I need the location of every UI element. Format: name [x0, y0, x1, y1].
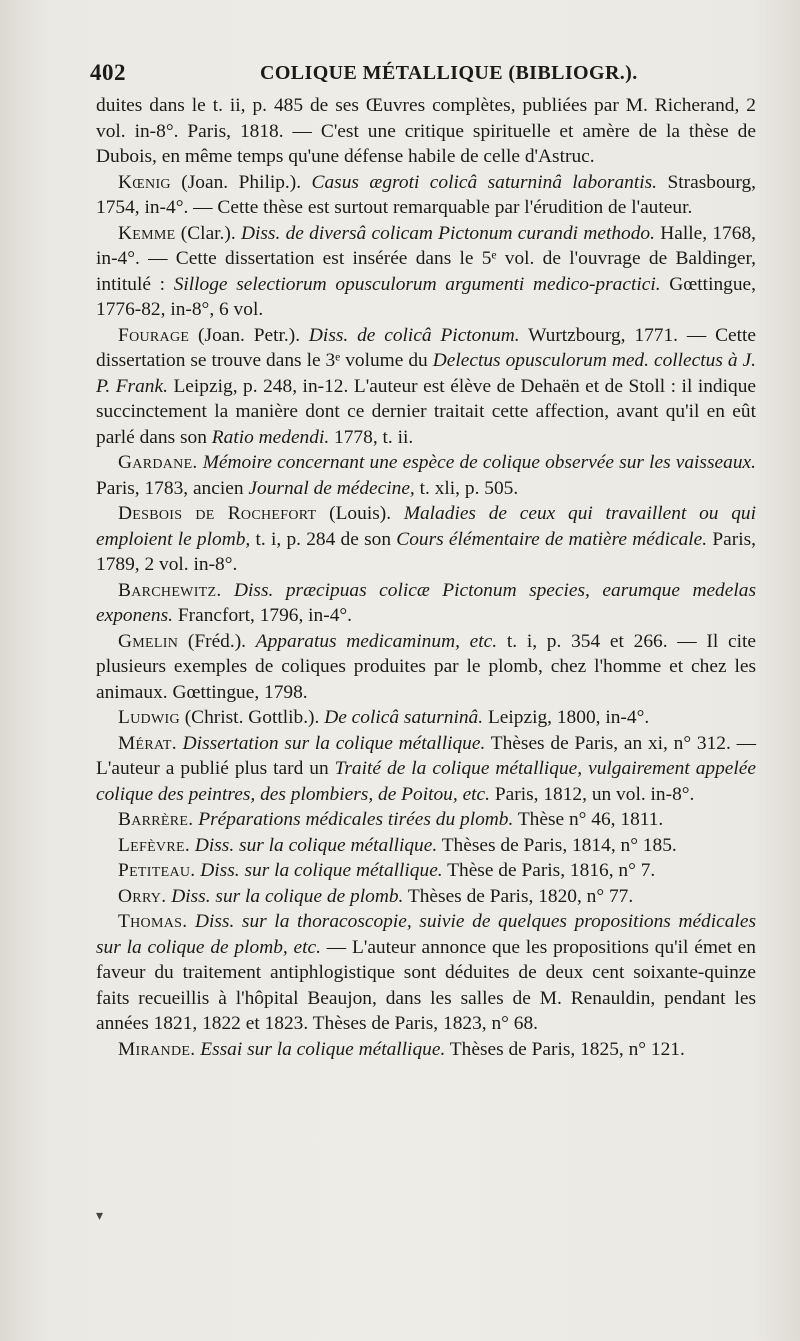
entry-title: Maladies de ceux qui travaillent ou qui emploient le plomb,: [96, 503, 756, 550]
entry-text: Thèse n° 46, 1811.: [513, 809, 664, 830]
entry-author: Gardane.: [118, 452, 198, 473]
entry-text: 1778, t. ii.: [329, 426, 414, 448]
entry-text: Thèses de Paris, an xi, n° 312. — L'auteur a publié plus tard un: [96, 732, 756, 779]
entry-text: Leipzig, 1800, in-4°.: [483, 707, 650, 728]
entry-title: Traité de la colique métallique, vulgairement appelée colique des peintres, des plombiers, de Poitou, etc.: [96, 758, 756, 805]
entry-author: Kœnig: [118, 171, 171, 193]
entry-text: [187, 911, 195, 932]
entry-title: Journal de médecine,: [248, 477, 415, 499]
entry-text: Francfort, 1796, in-4°.: [173, 605, 353, 626]
entry-title: Diss. de colicâ Pictonum.: [308, 324, 520, 346]
entry-author: Desbois de Rochefort: [118, 503, 317, 524]
bibliography-entry: [96, 807, 756, 833]
entry-title: Cours élémentaire de matière médicale.: [396, 528, 708, 550]
bibliography-entry: [96, 705, 756, 731]
bibliography-entry: [96, 170, 756, 221]
entry-author: Barrère.: [118, 809, 194, 830]
entry-author: Fourage: [118, 324, 190, 346]
entry-text: Gœttingue, 1776-82, in-8°, 6 vol.: [96, 273, 756, 320]
body-text: [96, 93, 756, 1062]
entry-title: Mémoire concernant une espèce de colique observée sur les vaisseaux.: [202, 452, 756, 473]
entry-author: Kemme: [118, 222, 176, 244]
entry-author: Mérat.: [118, 732, 177, 754]
entry-text: Wurtzbourg, 1771. — Cette dissertation se trouve dans le 3ᵉ volume du: [96, 324, 756, 371]
entry-title: Diss. præcipuas colicæ Pictonum species, earumque medelas exponens.: [96, 579, 756, 626]
entry-author: Lefèvre.: [118, 834, 190, 856]
entry-text: Thèse de Paris, 1816, n° 7.: [442, 860, 656, 881]
entry-text: Strasbourg, 1754, in-4°. — Cette thèse est surtout remarquable par l'érudition de l'auteur.: [96, 171, 756, 218]
entry-text: Paris, 1789, 2 vol. in-8°.: [96, 528, 756, 575]
entry-text: Thèses de Paris, 1814, n° 185.: [437, 834, 677, 856]
bibliography-entries: [96, 170, 756, 1063]
entry-text: t. i, p. 354 et 266. — Il cite plusieurs exemples de coliques produites par le plomb, chez l'homme et chez les animaux. Gœttingue, 1798.: [96, 630, 756, 703]
entry-text: Leipzig, p. 248, in-12. L'auteur est élève de Dehaën et de Stoll : il indique succinctement la manière dont ce dernier traitait cette affection, avant qu'il en eût parlé dans son: [96, 375, 757, 448]
page-header: [90, 60, 760, 92]
entry-title: De colicâ saturninâ.: [324, 707, 484, 728]
bibliography-entry: [96, 884, 756, 910]
entry-title: Diss. sur la colique métallique.: [200, 860, 443, 881]
entry-author: Thomas.: [118, 911, 188, 932]
entry-author: Petiteau.: [118, 860, 196, 881]
entry-text: Paris, 1783, ancien: [96, 477, 249, 499]
bibliography-entry: [96, 221, 756, 323]
entry-text: Thèses de Paris, 1825, n° 121.: [445, 1038, 685, 1060]
entry-title: Silloge selectiorum opusculorum argumenti medico-practici.: [173, 273, 661, 295]
entry-title: Apparatus medicaminum, etc.: [255, 630, 498, 652]
entry-title: Dissertation sur la colique métallique.: [182, 732, 486, 754]
entry-text: (Fréd.).: [178, 630, 256, 652]
entry-title: Diss. de diversâ colicam Pictonum curandi methodo.: [240, 222, 655, 244]
bibliography-entry: [96, 501, 756, 578]
entry-text: Paris, 1812, un vol. in-8°.: [490, 783, 695, 805]
entry-text: — L'auteur annonce que les propositions qu'il émet en faveur du traitement antiphlogistique sont déduites de deux cent soixante-quinze faits recueillis à l'hôpital Beaujon, dans les salles de M. Renauldin, pendant les années 1821, 1822 et 1823. Thèses de Paris, 1823, n° 68.: [96, 936, 756, 1034]
entry-title: Ratio medendi.: [211, 426, 330, 448]
bibliography-entry: [96, 858, 756, 884]
entry-text: (Joan. Philip.).: [170, 171, 312, 193]
signature-mark: ▾: [96, 1209, 104, 1224]
entry-title: Diss. sur la thoracoscopie, suivie de quelques propositions médicales sur la colique de plomb, etc.: [96, 911, 756, 958]
bibliography-entry: [96, 450, 756, 501]
bibliography-entry: [96, 578, 756, 629]
entry-title: Préparations médicales tirées du plomb.: [198, 809, 514, 830]
bibliography-entry: [96, 1037, 756, 1063]
entry-title: Diss. sur la colique de plomb.: [171, 885, 404, 907]
entry-text: Halle, 1768, in-4°. — Cette dissertation est insérée dans le 5ᵉ vol. de l'ouvrage de Baldinger, intitulé :: [96, 222, 756, 295]
bibliography-entry: [96, 629, 756, 706]
entry-title: Delectus opusculorum med. collectus à J. P. Frank.: [96, 350, 757, 397]
entry-author: Ludwig: [118, 707, 180, 728]
entry-title: Casus ægroti colicâ saturninâ laborantis.: [311, 171, 658, 193]
entry-author: Barchewitz.: [118, 579, 222, 601]
entry-text: (Joan. Petr.).: [189, 324, 309, 346]
entry-text: Thèses de Paris, 1820, n° 77.: [403, 885, 634, 907]
bibliography-entry: [96, 909, 756, 1037]
entry-author: Gmelin: [118, 630, 179, 652]
entry-text: t. i, p. 284 de son: [250, 528, 397, 550]
entry-author: Orry.: [118, 885, 167, 907]
entry-title: Essai sur la colique métallique.: [200, 1038, 446, 1060]
bibliography-entry: [96, 731, 756, 808]
entry-title: Diss. sur la colique métallique.: [194, 834, 438, 856]
entry-text: [222, 580, 235, 601]
entry-text: (Christ. Gottlib.).: [179, 707, 325, 728]
entry-text: (Louis).: [316, 503, 404, 524]
entry-text: t. xli, p. 505.: [414, 477, 519, 499]
entry-text: (Clar.).: [175, 222, 241, 244]
bibliography-entry: [96, 323, 756, 451]
bibliography-entry: [96, 833, 756, 859]
running-title: COLIQUE MÉTALLIQUE (BIBLIOGR.).: [260, 62, 638, 84]
entry-author: Mirande.: [118, 1038, 196, 1060]
continuation-paragraph: duites dans le t. ii, p. 485 de ses Œuvres complètes, publiées par M. Richerand, 2 vol. in-8°. Paris, 1818. — C'est une critique spirituelle et amère de la thèse de Dubois, en même temps qu'une défense habile de celle d'Astruc.: [96, 95, 756, 167]
page-number: 402: [90, 60, 126, 85]
